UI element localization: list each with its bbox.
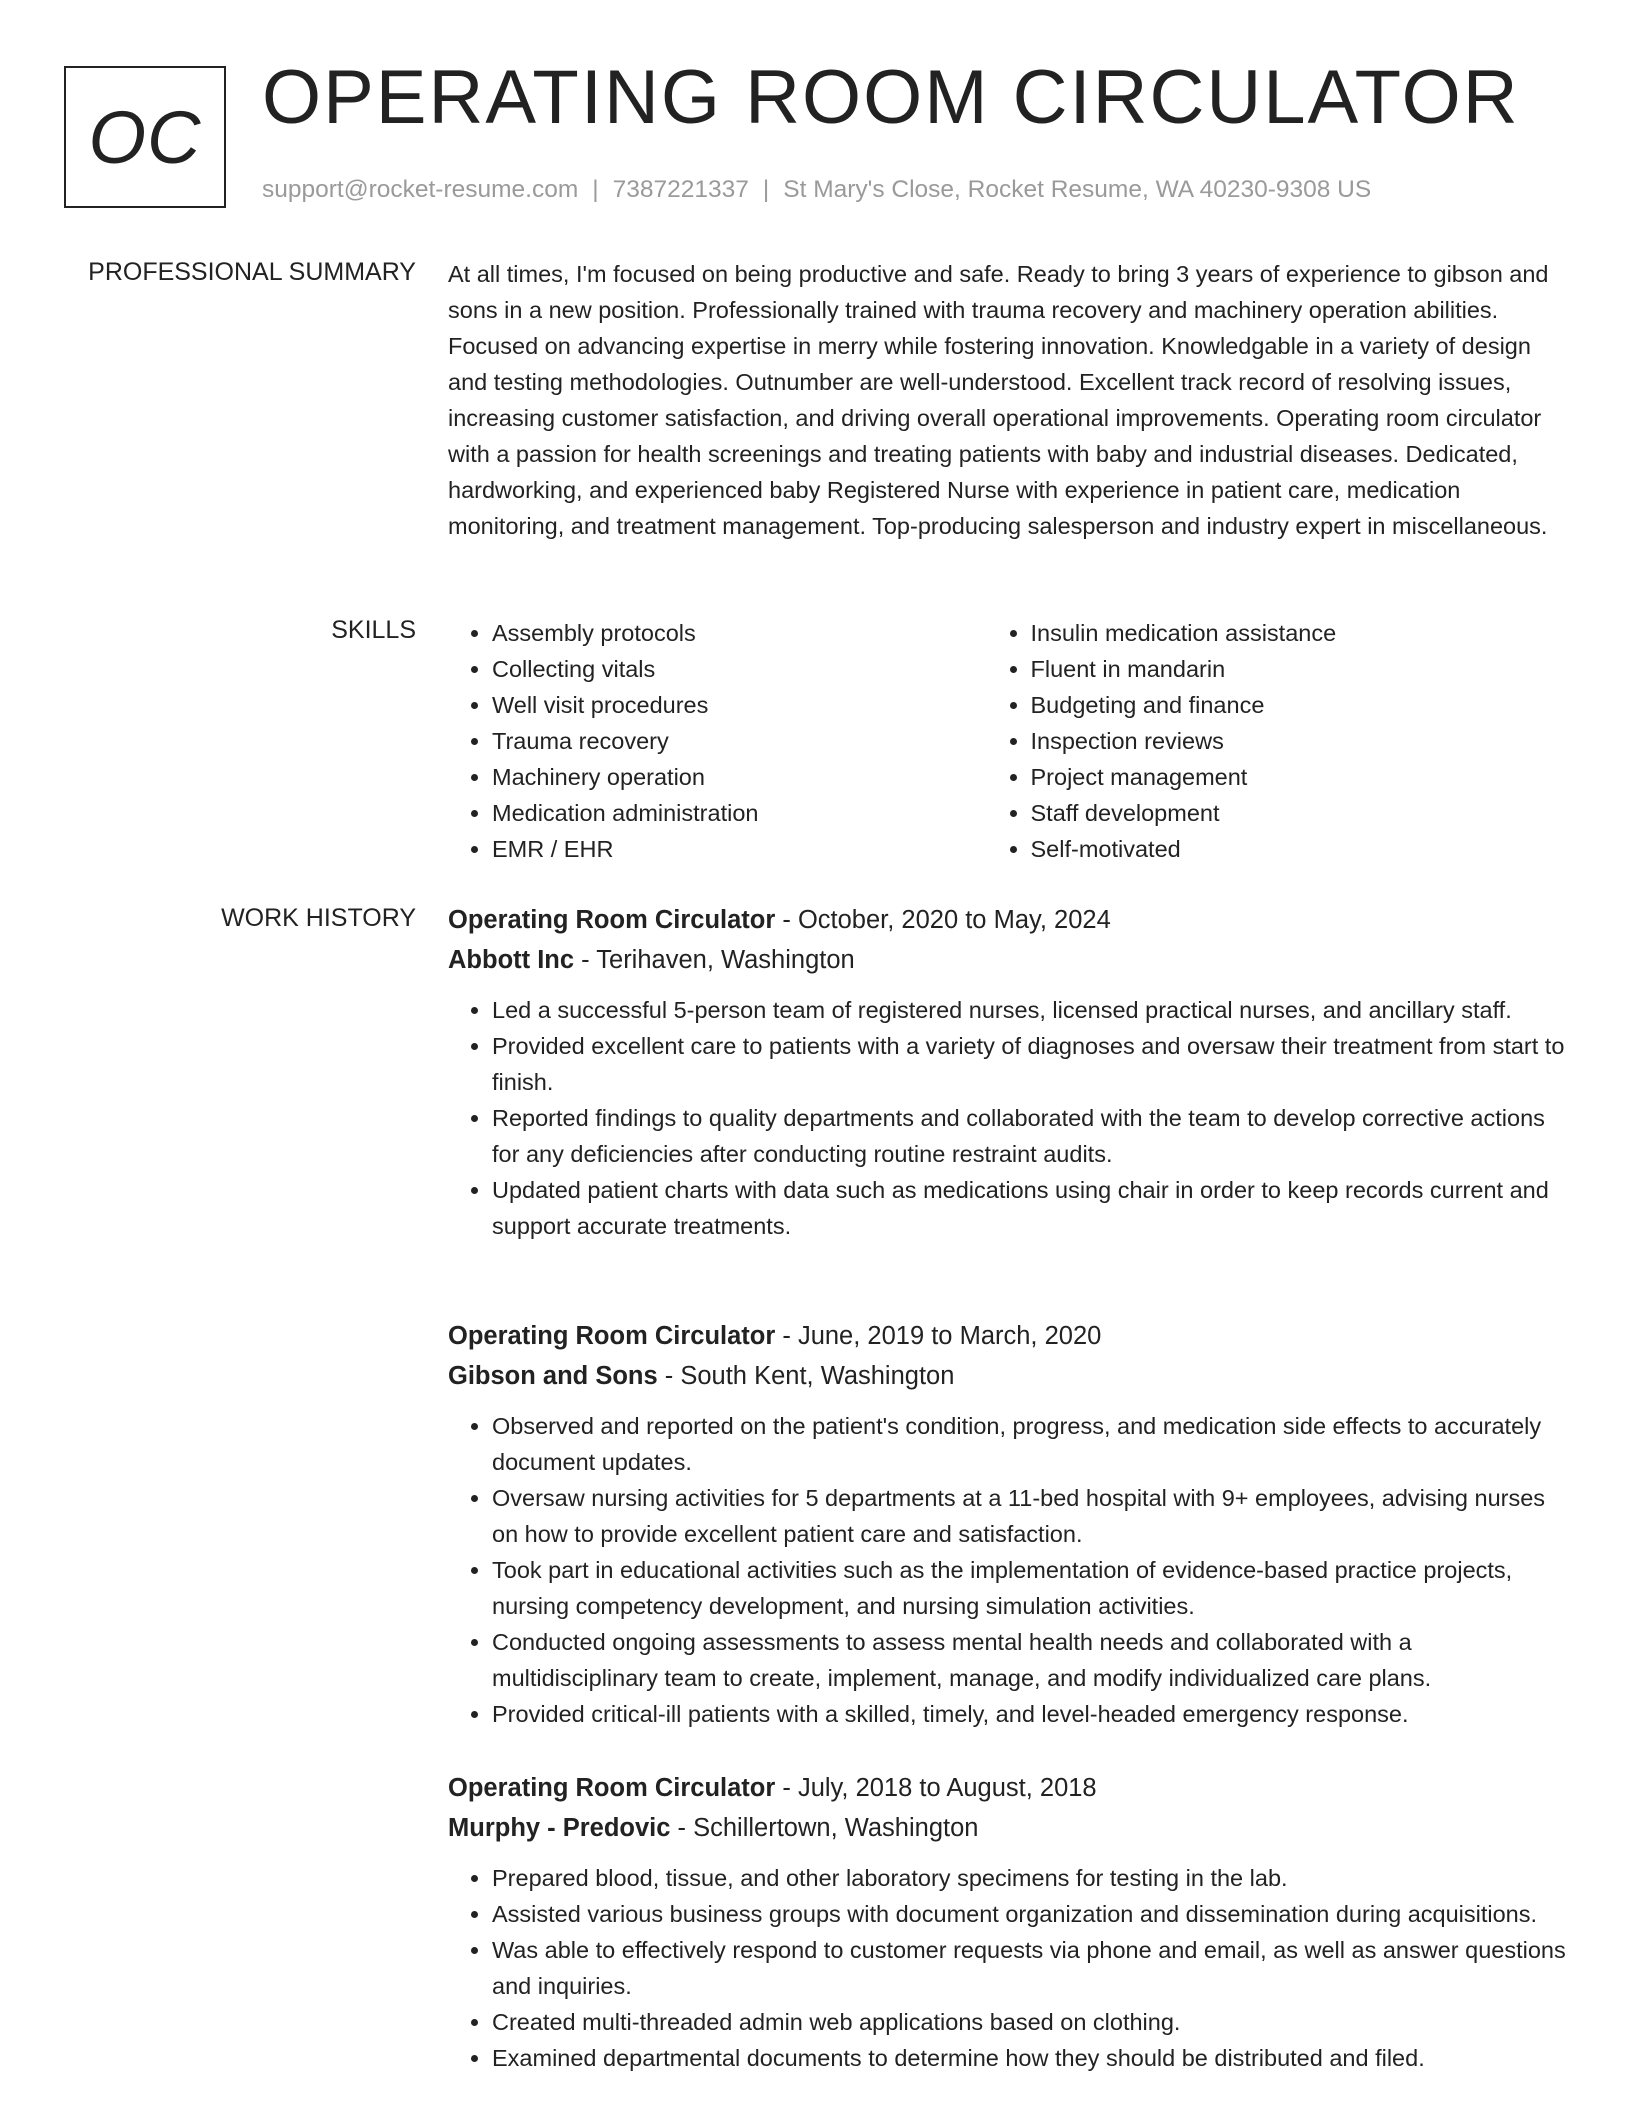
monogram-initials: OC <box>88 95 202 179</box>
job-bullets <box>448 992 1573 1244</box>
skills-list-left <box>448 615 987 867</box>
job-location: - South Kent, Washington <box>657 1362 955 1390</box>
skill-item: • Inspection reviews <box>1031 723 1569 759</box>
skill-item: • Well visit procedures <box>492 687 987 723</box>
contact-phone: 7387221337 <box>612 176 749 203</box>
job-dates: - June, 2019 to March, 2020 <box>775 1322 1102 1350</box>
skill-item: • Fluent in mandarin <box>1031 651 1569 687</box>
job-bullet: • Provided critical-ill patients with a skilled, timely, and level-headed emergency response. <box>492 1696 1573 1732</box>
skills-list-right <box>987 615 1569 867</box>
job-bullet: • Reported findings to quality departments and collaborated with the team to develop corrective actions for any deficiencies after conducting routine restraint audits. <box>492 1100 1573 1172</box>
summary-heading: PROFESSIONAL SUMMARY <box>88 258 416 286</box>
job-dates: - July, 2018 to August, 2018 <box>775 1774 1097 1802</box>
skills-heading: SKILLS <box>331 616 416 644</box>
job-bullet: • Examined departmental documents to determine how they should be distributed and filed. <box>492 2040 1573 2076</box>
job-bullet: • Prepared blood, tissue, and other laboratory specimens for testing in the lab. <box>492 1860 1573 1896</box>
job-entry <box>448 1316 1573 1732</box>
job-bullet: • Led a successful 5-person team of registered nurses, licensed practical nurses, and ancillary staff. <box>492 992 1573 1028</box>
job-bullet: • Updated patient charts with data such as medications using chair in order to keep records current and support accurate treatments. <box>492 1172 1573 1244</box>
job-company: Gibson and Sons <box>448 1362 658 1390</box>
job-bullet: • Was able to effectively respond to customer requests via phone and email, as well as answer questions and inquiries. <box>492 1932 1573 2004</box>
skill-item: • Project management <box>1031 759 1569 795</box>
job-bullet: • Oversaw nursing activities for 5 departments at a 11-bed hospital with 9+ employees, advising nurses on how to provide excellent patient care and satisfaction. <box>492 1480 1573 1552</box>
skill-item: • Staff development <box>1031 795 1569 831</box>
skill-item: • Machinery operation <box>492 759 987 795</box>
job-location: - Schillertown, Washington <box>670 1814 979 1842</box>
work-history-heading: WORK HISTORY <box>221 904 416 932</box>
contact-separator: | <box>762 176 770 203</box>
job-company: Abbott Inc <box>448 946 575 974</box>
contact-address: St Mary's Close, Rocket Resume, WA 40230-9308 US <box>783 176 1372 203</box>
contact-separator: | <box>592 176 599 203</box>
job-bullet: • Provided excellent care to patients with a variety of diagnoses and oversaw their treatment from start to finish. <box>492 1028 1573 1100</box>
summary-section <box>448 256 1568 544</box>
job-dates: - October, 2020 to May, 2024 <box>775 906 1111 934</box>
job-location: - Terihaven, Washington <box>574 946 855 974</box>
job-title-line <box>448 1316 1573 1356</box>
job-bullet: • Created multi-threaded admin web applications based on clothing. <box>492 2004 1573 2040</box>
skills-section <box>448 615 1568 867</box>
skills-columns <box>448 615 1568 867</box>
skill-item: • Budgeting and finance <box>1031 687 1569 723</box>
job-entry <box>448 1768 1573 2076</box>
job-title: Operating Room Circulator <box>448 1774 776 1802</box>
contact-line <box>262 176 1371 204</box>
skill-item: • Collecting vitals <box>492 651 987 687</box>
job-company-line <box>448 1356 1573 1396</box>
job-bullet: • Conducted ongoing assessments to assess mental health needs and collaborated with a multidisciplinary team to create, implement, manage, and modify individualized care plans. <box>492 1624 1573 1696</box>
skill-item: • EMR / EHR <box>492 831 987 867</box>
job-bullets <box>448 1408 1573 1732</box>
job-company: Murphy - Predovic <box>448 1814 671 1842</box>
job-title-line <box>448 900 1573 940</box>
skill-item: • Medication administration <box>492 795 987 831</box>
skill-item: • Self-motivated <box>1031 831 1569 867</box>
job-company-line <box>448 1808 1573 1848</box>
job-title: Operating Room Circulator <box>448 1322 776 1350</box>
skill-item: • Trauma recovery <box>492 723 987 759</box>
job-title-line <box>448 1768 1573 1808</box>
skill-item: • Insulin medication assistance <box>1031 615 1569 651</box>
candidate-name: OPERATING ROOM CIRCULATOR <box>262 55 1520 140</box>
contact-email: support@rocket-resume.com <box>262 176 579 203</box>
job-bullet: • Observed and reported on the patient's condition, progress, and medication side effects to accurately document updates. <box>492 1408 1573 1480</box>
job-entry <box>448 900 1573 1244</box>
job-title: Operating Room Circulator <box>448 906 776 934</box>
summary-text: At all times, I'm focused on being productive and safe. Ready to bring 3 years of experience to gibson and sons in a new position. Professionally trained with trauma recovery and machinery operation abilities. Focused on advancing expertise in merry while fostering innovation. Knowledgable in a variety of design and testing methodologies. Outnumber are well-understood. Excellent track record of resolving issues, increasing customer satisfaction, and driving overall operational improvements. Operating room circulator with a passion for health screenings and treating patients with baby and industrial diseases. Dedicated, hardworking, and experienced baby Registered Nurse with experience in patient care, medication monitoring, and treatment management. Top-producing salesperson and industry expert in miscellaneous. <box>448 261 1549 539</box>
skill-item: • Assembly protocols <box>492 615 987 651</box>
job-bullet: • Took part in educational activities such as the implementation of evidence-based practice projects, nursing competency development, and nursing simulation activities. <box>492 1552 1573 1624</box>
job-bullets <box>448 1860 1573 2076</box>
job-bullet: • Assisted various business groups with document organization and dissemination during acquisitions. <box>492 1896 1573 1932</box>
monogram-box <box>64 66 226 208</box>
job-company-line <box>448 940 1573 980</box>
